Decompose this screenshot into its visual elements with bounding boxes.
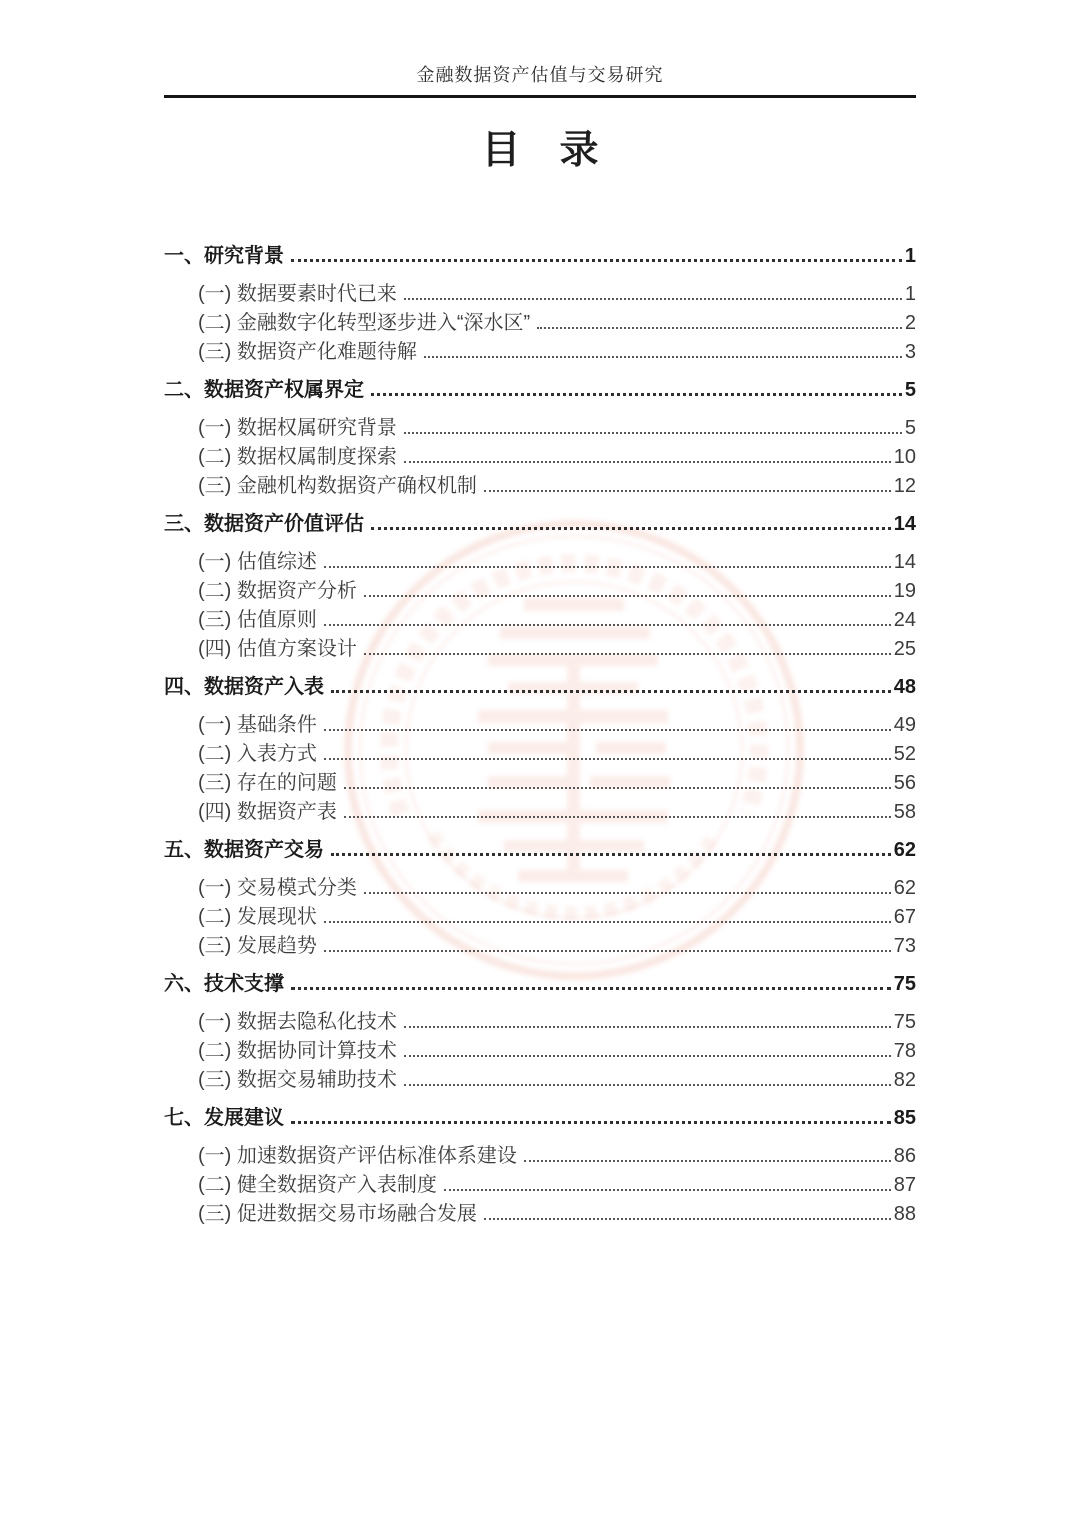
toc-section-row: [164, 510, 916, 539]
dot-leader: [524, 1160, 891, 1162]
toc-item-row: [164, 1200, 916, 1229]
toc-section-row: [164, 376, 916, 405]
toc-item-label: (一) 数据权属研究背景: [198, 417, 397, 439]
toc-page-number: 62: [893, 877, 916, 899]
toc-item-row: [164, 280, 916, 309]
toc-section-items: [164, 414, 916, 501]
toc-page-number: 14: [893, 551, 916, 573]
toc-page-number: 10: [893, 446, 916, 468]
toc-item-label: (二) 健全数据资产入表制度: [198, 1174, 437, 1196]
toc-page-number: 48: [893, 676, 916, 698]
toc-item-row: [164, 1008, 916, 1037]
toc-item-label: (四) 数据资产表: [198, 801, 337, 823]
toc-item-label: (一) 加速数据资产评估标准体系建设: [198, 1145, 517, 1167]
toc-section: [164, 242, 916, 367]
toc-item-row: [164, 798, 916, 827]
toc-item-label: (三) 数据资产化难题待解: [198, 341, 417, 363]
toc-section: [164, 673, 916, 827]
toc-page-number: 49: [893, 714, 916, 736]
toc-item-row: [164, 1142, 916, 1171]
toc-item-label: (一) 数据去隐私化技术: [198, 1011, 397, 1033]
toc-item-row: [164, 472, 916, 501]
toc-item-label: (三) 数据交易辅助技术: [198, 1069, 397, 1091]
toc-item-label: (二) 数据资产分析: [198, 580, 357, 602]
running-header-title: 金融数据资产估值与交易研究: [416, 65, 664, 85]
toc-section-label: 二、数据资产权属界定: [164, 379, 364, 401]
dot-leader: [324, 921, 891, 923]
toc-section-label: 六、技术支撑: [164, 973, 284, 995]
toc-section-row: [164, 1104, 916, 1133]
dot-leader: [324, 950, 891, 952]
toc-section-items: [164, 280, 916, 367]
toc-page-number: 78: [893, 1040, 916, 1062]
toc-section-row: [164, 673, 916, 702]
dot-leader: [444, 1189, 891, 1191]
toc-item-label: (三) 存在的问题: [198, 772, 337, 794]
toc-item-row: [164, 740, 916, 769]
dot-leader: [404, 1055, 891, 1057]
toc-page-number: 82: [893, 1069, 916, 1091]
toc-section-items: [164, 1142, 916, 1229]
toc-item-row: [164, 874, 916, 903]
toc-item-row: [164, 635, 916, 664]
table-of-contents: [164, 242, 916, 1229]
toc-page-number: 73: [893, 935, 916, 957]
toc-page-number: 56: [893, 772, 916, 794]
toc-page-number: 5: [904, 417, 916, 439]
toc-item-label: (一) 数据要素时代已来: [198, 283, 397, 305]
toc-section-items: [164, 874, 916, 961]
toc-page-number: 75: [893, 973, 916, 995]
toc-item-row: [164, 1037, 916, 1066]
toc-item-label: (一) 基础条件: [198, 714, 317, 736]
dot-leader: [537, 327, 902, 329]
toc-item-label: (二) 数据权属制度探索: [198, 446, 397, 468]
toc-item-row: [164, 338, 916, 367]
toc-page-number: 3: [904, 341, 916, 363]
toc-page-number: 62: [893, 839, 916, 861]
toc-section: [164, 836, 916, 961]
page-title: 目 录: [481, 129, 599, 172]
toc-section-label: 三、数据资产价值评估: [164, 513, 364, 535]
toc-section: [164, 970, 916, 1095]
dot-leader: [344, 816, 891, 818]
toc-page-number: 14: [893, 513, 916, 535]
dot-leader: [404, 1084, 891, 1086]
toc-page-number: 24: [893, 609, 916, 631]
toc-section-row: [164, 970, 916, 999]
toc-page-number: 85: [893, 1107, 916, 1129]
dot-leader: [291, 259, 902, 262]
toc-item-label: (二) 发展现状: [198, 906, 317, 928]
toc-item-row: [164, 606, 916, 635]
toc-page-number: 1: [904, 283, 916, 305]
toc-page-number: 52: [893, 743, 916, 765]
toc-item-row: [164, 577, 916, 606]
toc-page-number: 58: [893, 801, 916, 823]
toc-section-label: 七、发展建议: [164, 1107, 284, 1129]
toc-item-label: (三) 发展趋势: [198, 935, 317, 957]
dot-leader: [484, 490, 891, 492]
header-rule: [164, 95, 916, 98]
toc-item-label: (三) 金融机构数据资产确权机制: [198, 475, 477, 497]
dot-leader: [424, 356, 902, 358]
dot-leader: [484, 1218, 891, 1220]
toc-item-row: [164, 548, 916, 577]
dot-leader: [331, 853, 891, 856]
toc-page-number: 5: [904, 379, 916, 401]
dot-leader: [291, 987, 891, 990]
toc-item-row: [164, 903, 916, 932]
toc-page-number: 2: [904, 312, 916, 334]
toc-page-number: 1: [904, 245, 916, 267]
toc-section-label: 一、研究背景: [164, 245, 284, 267]
toc-section: [164, 510, 916, 664]
toc-item-label: (二) 入表方式: [198, 743, 317, 765]
dot-leader: [324, 566, 891, 568]
toc-section-row: [164, 242, 916, 271]
toc-item-row: [164, 711, 916, 740]
toc-item-label: (一) 交易模式分类: [198, 877, 357, 899]
dot-leader: [324, 729, 891, 731]
toc-page-number: 87: [893, 1174, 916, 1196]
toc-section-items: [164, 548, 916, 664]
page-content: [164, 0, 916, 1229]
toc-section-items: [164, 711, 916, 827]
toc-page-number: 12: [893, 475, 916, 497]
toc-page-number: 86: [893, 1145, 916, 1167]
dot-leader: [344, 787, 891, 789]
toc-page-number: 25: [893, 638, 916, 660]
toc-item-row: [164, 443, 916, 472]
dot-leader: [371, 527, 891, 530]
toc-section-items: [164, 1008, 916, 1095]
toc-item-row: [164, 932, 916, 961]
dot-leader: [291, 1121, 891, 1124]
toc-page-number: 88: [893, 1203, 916, 1225]
dot-leader: [364, 595, 891, 597]
dot-leader: [364, 892, 891, 894]
toc-item-label: (二) 数据协同计算技术: [198, 1040, 397, 1062]
toc-page-number: 67: [893, 906, 916, 928]
dot-leader: [324, 758, 891, 760]
toc-item-row: [164, 1171, 916, 1200]
toc-item-row: [164, 1066, 916, 1095]
toc-item-row: [164, 414, 916, 443]
toc-page-number: 19: [893, 580, 916, 602]
toc-section: [164, 1104, 916, 1229]
toc-item-label: (四) 估值方案设计: [198, 638, 357, 660]
toc-page-number: 75: [893, 1011, 916, 1033]
toc-section-label: 五、数据资产交易: [164, 839, 324, 861]
dot-leader: [371, 393, 902, 396]
toc-section: [164, 376, 916, 501]
toc-section-label: 四、数据资产入表: [164, 676, 324, 698]
dot-leader: [331, 690, 891, 693]
toc-item-label: (一) 估值综述: [198, 551, 317, 573]
dot-leader: [364, 653, 891, 655]
dot-leader: [324, 624, 891, 626]
toc-item-row: [164, 769, 916, 798]
toc-item-row: [164, 309, 916, 338]
dot-leader: [404, 298, 902, 300]
toc-item-label: (二) 金融数字化转型逐步进入“深水区”: [198, 312, 531, 334]
dot-leader: [404, 1026, 891, 1028]
toc-section-row: [164, 836, 916, 865]
dot-leader: [404, 432, 902, 434]
toc-item-label: (三) 估值原则: [198, 609, 317, 631]
toc-item-label: (三) 促进数据交易市场融合发展: [198, 1203, 477, 1225]
dot-leader: [404, 461, 891, 463]
